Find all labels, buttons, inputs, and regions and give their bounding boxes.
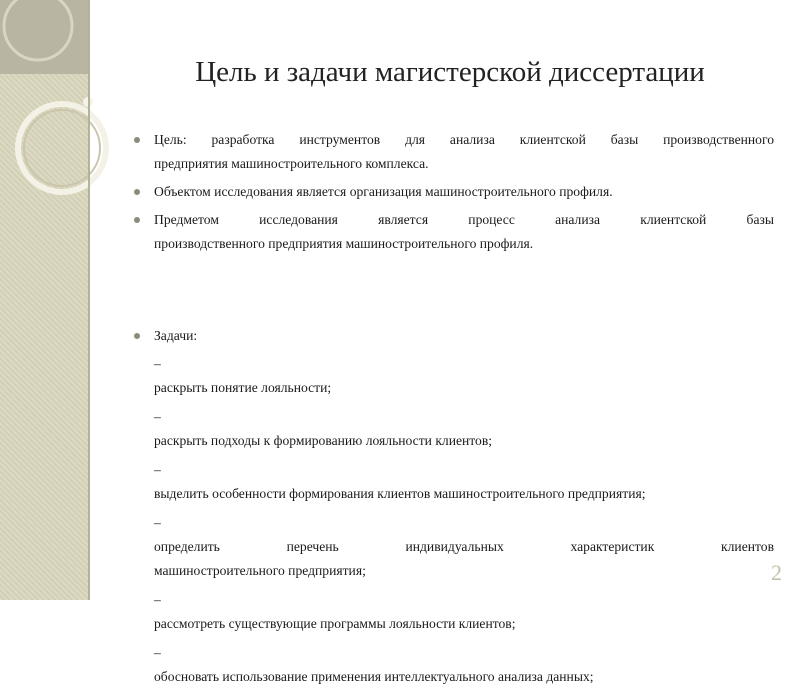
- dash-icon: –: [154, 356, 161, 371]
- slide-title: Цель и задачи магистерской диссертации: [195, 56, 705, 88]
- dash-icon: –: [154, 409, 161, 424]
- task-item: – определить перечень индивидуальных характеристик клиентов машиностроительного предприятия;: [154, 515, 774, 578]
- task-item: – выделить особенности формирования клиентов машиностроительного предприятия;: [154, 462, 646, 501]
- task-item: – обосновать использование применения интеллектуального анализа данных;: [154, 645, 594, 684]
- tasks-heading: Задачи:: [132, 324, 774, 348]
- dash-icon: –: [154, 462, 161, 477]
- decorative-circles: [0, 0, 110, 600]
- dash-icon: –: [154, 515, 161, 530]
- slide-content: [132, 128, 774, 694]
- bullet-icon: [134, 189, 140, 195]
- dash-icon: –: [154, 645, 161, 660]
- large-ring: [18, 104, 106, 192]
- page-number: 2: [771, 560, 782, 585]
- top-ring: [4, 0, 72, 60]
- goal-paragraph: Цель: разработка инструментов для анализа клиентской базы производственного предприятия машиностроительного комплекса.: [132, 128, 774, 176]
- object-paragraph: Объектом исследования является организация машиностроительного профиля.: [132, 180, 774, 204]
- bullet-icon: [134, 137, 140, 143]
- task-item: – рассмотреть существующие программы лояльности клиентов;: [154, 592, 516, 631]
- subject-paragraph: Предметом исследования является процесс анализа клиентской базы производственного предприятия машиностроительного профиля.: [132, 208, 774, 256]
- bullet-icon: [134, 333, 140, 339]
- task-item: – раскрыть подходы к формированию лояльности клиентов;: [154, 409, 493, 448]
- bullet-icon: [134, 217, 140, 223]
- dash-icon: –: [154, 592, 161, 607]
- task-item: – раскрыть понятие лояльности;: [154, 356, 332, 395]
